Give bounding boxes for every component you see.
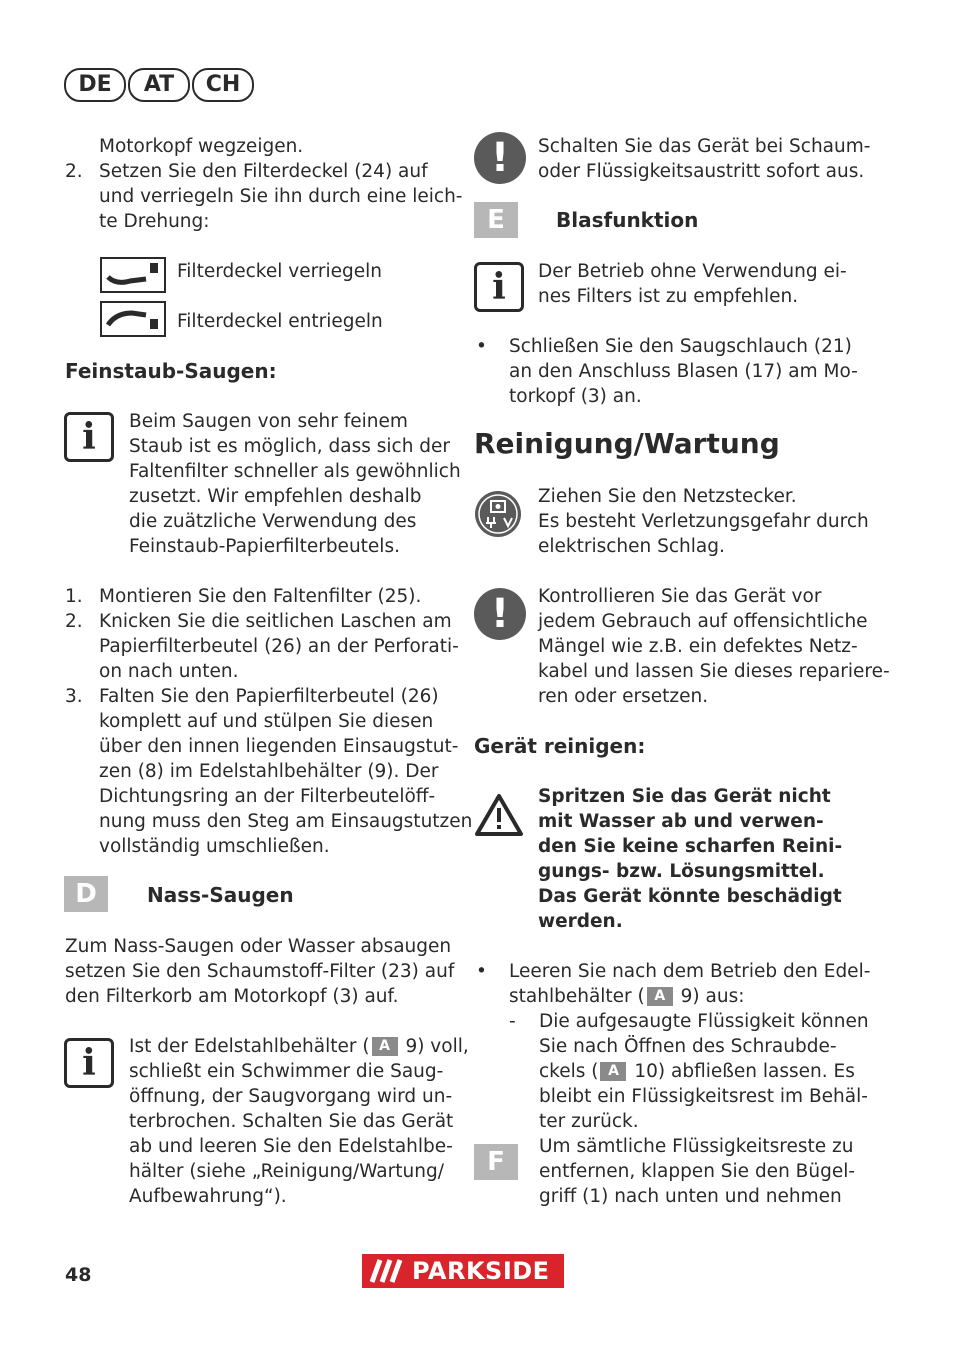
warning-exclamation-icon: ! <box>474 132 526 184</box>
country-badge-ch: CH <box>192 68 254 102</box>
country-badge-at: AT <box>128 68 190 102</box>
blas-bullet-icon: • <box>476 336 487 357</box>
feinstaub-info-text: Beim Saugen von sehr feinem Staub ist es möglich, dass sich der Faltenfilter schneller als gewöhnlich zusetzt. Wir empfehlen deshalb die zuätzliche Verwendung des Feinstaub-Papierfilterbeutels. <box>129 411 461 557</box>
figure-badge-a: A <box>600 1062 626 1081</box>
figure-badge-a: A <box>372 1037 398 1056</box>
country-badge-de: DE <box>64 68 126 102</box>
geraet-reinigen-heading: Gerät reinigen: <box>474 734 646 758</box>
intro-text: Motorkopf wegzeigen. <box>99 136 304 157</box>
empty-bullet-text: Leeren Sie nach dem Betrieb den Edel- stahlbehälter ( A 9) aus: <box>509 961 871 1007</box>
blasfunktion-heading: Blasfunktion <box>556 208 699 232</box>
section-label-d: D <box>64 876 108 912</box>
warning-exclamation-icon: ! <box>474 588 526 640</box>
section-label-f: F <box>474 1144 518 1180</box>
section-label-e: E <box>474 202 518 238</box>
page-number: 48 <box>65 1264 92 1286</box>
blas-info-text: Der Betrieb ohne Verwendung ei- nes Filters ist zu empfehlen. <box>538 261 847 307</box>
unlock-icon <box>100 301 166 337</box>
figure-badge-a: A <box>647 987 673 1006</box>
reinigung-heading: Reinigung/Wartung <box>474 427 780 460</box>
f-text: Um sämtliche Flüssigkeitsreste zu entfernen, klappen Sie den Bügel- griff (1) nach unten und nehmen <box>539 1136 856 1207</box>
empty-bullet-icon: • <box>476 961 487 982</box>
water-warning-text: Spritzen Sie das Gerät nicht mit Wasser ab und verwen- den Sie keine scharfen Reini- gungs- bzw. Lösungsmittel. Das Gerät könnte beschädigt werden. <box>538 786 843 932</box>
feinstaub-steps: 1. Montieren Sie den Faltenfilter (25). 2. Knicken Sie die seitlichen Laschen am Papierfilterbeutel (26) an der Perforati- on nach unten. 3. Falten Sie den Papierfilterbeutel (26) komplett auf und stülpen Sie diesen über den innen liegenden Einsaugstut- zen (8) im Edelstahlbehälter (9). Der Dichtungsring an der Filterbeutelöff- nung muss den Steg am Einsaugstutzen vollständig umschließen. <box>65 586 473 857</box>
parkside-logo <box>362 1254 564 1288</box>
lock-label: Filterdeckel verriegeln <box>177 261 382 282</box>
unlock-label: Filterdeckel entriegeln <box>177 311 383 332</box>
check-device-text: Kontrollieren Sie das Gerät vor jedem Gebrauch auf offensichtliche Mängel wie z.B. ein defektes Netz- kabel und lassen Sie dieses repariere- ren oder ersetzen. <box>538 586 890 707</box>
step-2-filterdeckel: 2. Setzen Sie den Filterdeckel (24) auf und verriegeln Sie ihn durch eine leich- te Drehung: <box>65 161 463 232</box>
logo-stripes-icon <box>368 1258 410 1284</box>
info-icon: i <box>474 262 524 312</box>
lock-icon <box>100 257 166 293</box>
unplug-icon <box>474 490 522 538</box>
nass-info-text: Ist der Edelstahlbehälter ( A 9) voll, schließt ein Schwimmer die Saug- öffnung, der Saugvorgang wird un- terbrochen. Schalten Sie das Gerät ab und leeren Sie den Edelstahlbe- hälter (siehe „Reinigung/Wartung/ Aufbewahrung“). <box>129 1036 469 1207</box>
logo-brand-text: PARKSIDE <box>412 1257 550 1285</box>
foam-warning-text: Schalten Sie das Gerät bei Schaum- oder Flüssigkeitsaustritt sofort aus. <box>538 136 871 182</box>
nass-saugen-text: Zum Nass-Saugen oder Wasser absaugen setzen Sie den Schaumstoff-Filter (23) auf den Filterkorb am Motorkopf (3) auf. <box>65 936 455 1007</box>
feinstaub-heading: Feinstaub-Saugen: <box>65 359 277 383</box>
dash-marker: - <box>509 1011 516 1032</box>
dash-item-text: Die aufgesaugte Flüssigkeit können Sie nach Öffnen des Schraubde- ckels ( A 10) abfließen lassen. Es bleibt ein Flüssigkeitsrest im Behäl- ter zurück. <box>539 1011 869 1132</box>
warning-triangle-icon <box>474 792 524 838</box>
info-icon: i <box>64 1038 114 1088</box>
unplug-text: Ziehen Sie den Netzstecker. Es besteht Verletzungsgefahr durch elektrischen Schlag. <box>538 486 869 557</box>
blas-bullet-text: Schließen Sie den Saugschlauch (21) an den Anschluss Blasen (17) am Mo- torkopf (3) an. <box>509 336 858 407</box>
nass-saugen-heading: Nass-Saugen <box>147 883 294 907</box>
info-icon: i <box>64 412 114 462</box>
